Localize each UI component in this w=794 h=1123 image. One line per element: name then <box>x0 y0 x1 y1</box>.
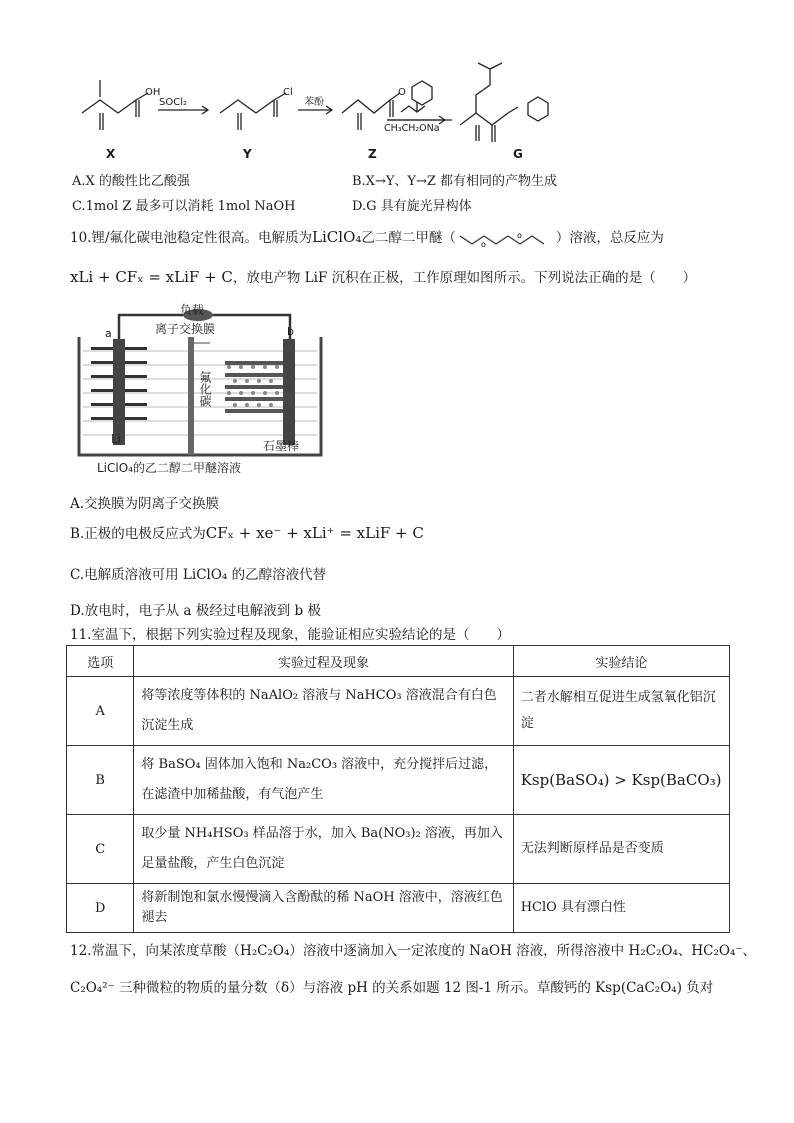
q11-stem: 11.室温下，根据下列实验过程及现象，能验证相应实验结论的是（ ） <box>70 627 510 643</box>
reagent-socl2: SOCl₂ <box>159 97 187 108</box>
table-row <box>67 746 730 815</box>
q9-option-d: D.G 具有旋光异构体 <box>352 199 472 214</box>
header-conclusion: 实验结论 <box>513 646 729 677</box>
row-conclusion: HClO 具有漂白性 <box>513 884 729 933</box>
svg-text:o: o <box>516 230 522 240</box>
li-label: Li <box>111 432 122 446</box>
q10-stem-line2: xLi + CFₓ = xLiF + C，放电产物 LiF 沉积在正极，工作原理如图所示。下列说法正确的是（ ） <box>70 268 697 286</box>
header-procedure: 实验过程及现象 <box>134 646 513 677</box>
electrolyte-caption: LiClO₄的乙二醇二甲醚溶液 <box>97 461 241 475</box>
row-option: A <box>67 677 134 746</box>
q10-option-a: A.交换膜为阴离子交换膜 <box>70 496 220 512</box>
q9-option-c: C.1mol Z 最多可以消耗 1mol NaOH <box>72 199 296 214</box>
label-y: Y <box>243 147 252 161</box>
atom-cl: Cl <box>283 87 293 98</box>
battery-diagram <box>75 303 335 481</box>
table-row <box>67 677 730 746</box>
electrode-b-label: b <box>287 325 294 338</box>
row-procedure: 将新制饱和氯水慢慢滴入含酚酞的稀 NaOH 溶液中，溶液红色褪去 <box>134 884 513 933</box>
row-conclusion: Ksp(BaSO₄) > Ksp(BaCO₃) <box>513 746 729 815</box>
ether-structure-icon <box>456 230 556 248</box>
q12-line1: 12.常温下，向某浓度草酸（H₂C₂O₄）溶液中逐滴加入一定浓度的 NaOH 溶液，所得溶液中 H₂C₂O₄、HC₂O₄⁻、 <box>70 943 756 959</box>
row-conclusion: 二者水解相互促进生成氢氧化铝沉淀 <box>513 677 729 746</box>
row-procedure: 将 BaSO₄ 固体加入饱和 Na₂CO₃ 溶液中，充分搅拌后过滤，在滤渣中加稀盐酸，有气泡产生 <box>134 746 513 815</box>
atom-o: O <box>398 87 406 98</box>
membrane-label: 离子交换膜 <box>155 322 216 336</box>
header-option: 选项 <box>67 646 134 677</box>
reagent-ethoxide: CH₃CH₂ONa <box>384 123 440 134</box>
atom-oh: OH <box>145 87 161 98</box>
q10-stem-line1: 10.锂/氟化碳电池稳定性很高。电解质为LiClO₄乙二醇二甲醚（ o o ）溶液，总反应为 <box>70 228 664 248</box>
svg-text:o: o <box>480 239 486 248</box>
q10-option-d: D.放电时，电子从 a 极经过电解液到 b 极 <box>70 603 321 619</box>
q9-option-b: B.X→Y、Y→Z 都有相同的产物生成 <box>352 174 558 189</box>
row-procedure: 将等浓度等体积的 NaAlO₂ 溶液与 NaHCO₃ 溶液混合有白色沉淀生成 <box>134 677 513 746</box>
load-label: 负载 <box>180 303 205 317</box>
label-z: Z <box>368 147 377 161</box>
q11-table <box>66 645 730 933</box>
label-g: G <box>513 147 523 161</box>
q10-option-c: C.电解质溶液可用 LiClO₄ 的乙醇溶液代替 <box>70 567 327 583</box>
row-option: C <box>67 815 134 884</box>
table-row <box>67 815 730 884</box>
table-header-row <box>67 646 730 677</box>
row-procedure: 取少量 NH₄HSO₃ 样品溶于水，加入 Ba(NO₃)₂ 溶液，再加入足量盐酸，产生白色沉淀 <box>134 815 513 884</box>
table-row <box>67 884 730 933</box>
fluorocarbon-label: 氟化碳 <box>198 371 212 407</box>
q9-option-a: A.X 的酸性比乙酸强 <box>72 174 190 189</box>
q12-line2: C₂O₄²⁻ 三种微粒的物质的量分数（δ）与溶液 pH 的关系如题 12 图-1 所示。草酸钙的 Ksp(CaC₂O₄) 负对 <box>70 980 714 996</box>
label-x: X <box>106 147 116 161</box>
q10-option-b: B.正极的电极反应式为CFₓ + xe⁻ + xLi⁺ = xLiF + C <box>70 524 424 542</box>
graphite-label: 石墨棒 <box>263 439 300 453</box>
electrode-a-label: a <box>105 327 112 340</box>
row-option: D <box>67 884 134 933</box>
reaction-arrow-3 <box>383 100 453 140</box>
row-option: B <box>67 746 134 815</box>
row-conclusion: 无法判断原样品是否变质 <box>513 815 729 884</box>
reagent-phenol: 苯酚 <box>304 97 324 108</box>
